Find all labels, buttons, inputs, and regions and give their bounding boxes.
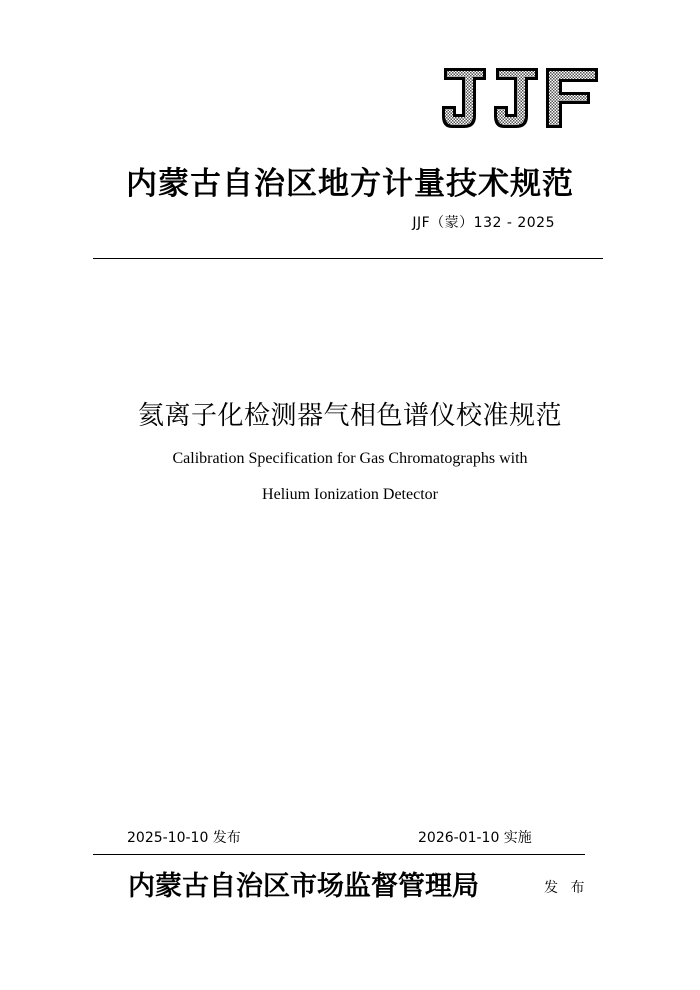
spec-code: JJF（蒙）132 - 2025 [412,215,555,231]
document-title-en-line1: Calibration Specification for Gas Chromatographs with [172,450,528,467]
issued-label: 发 布 [544,880,589,896]
spec-series-title: 内蒙古自治区地方计量技术规范 [126,166,574,202]
divider-bottom [93,854,585,855]
issue-date: 2025-10-10 发布 [127,830,241,846]
divider-top [93,258,603,259]
document-title-en-line2: Helium Ionization Detector [262,486,438,503]
implementation-date: 2026-01-10 实施 [418,830,532,846]
jjf-logo-icon [440,66,600,132]
issuing-authority: 内蒙古自治区市场监督管理局 [128,871,479,902]
document-title-zh: 氦离子化检测器气相色谱仪校准规范 [137,401,562,431]
